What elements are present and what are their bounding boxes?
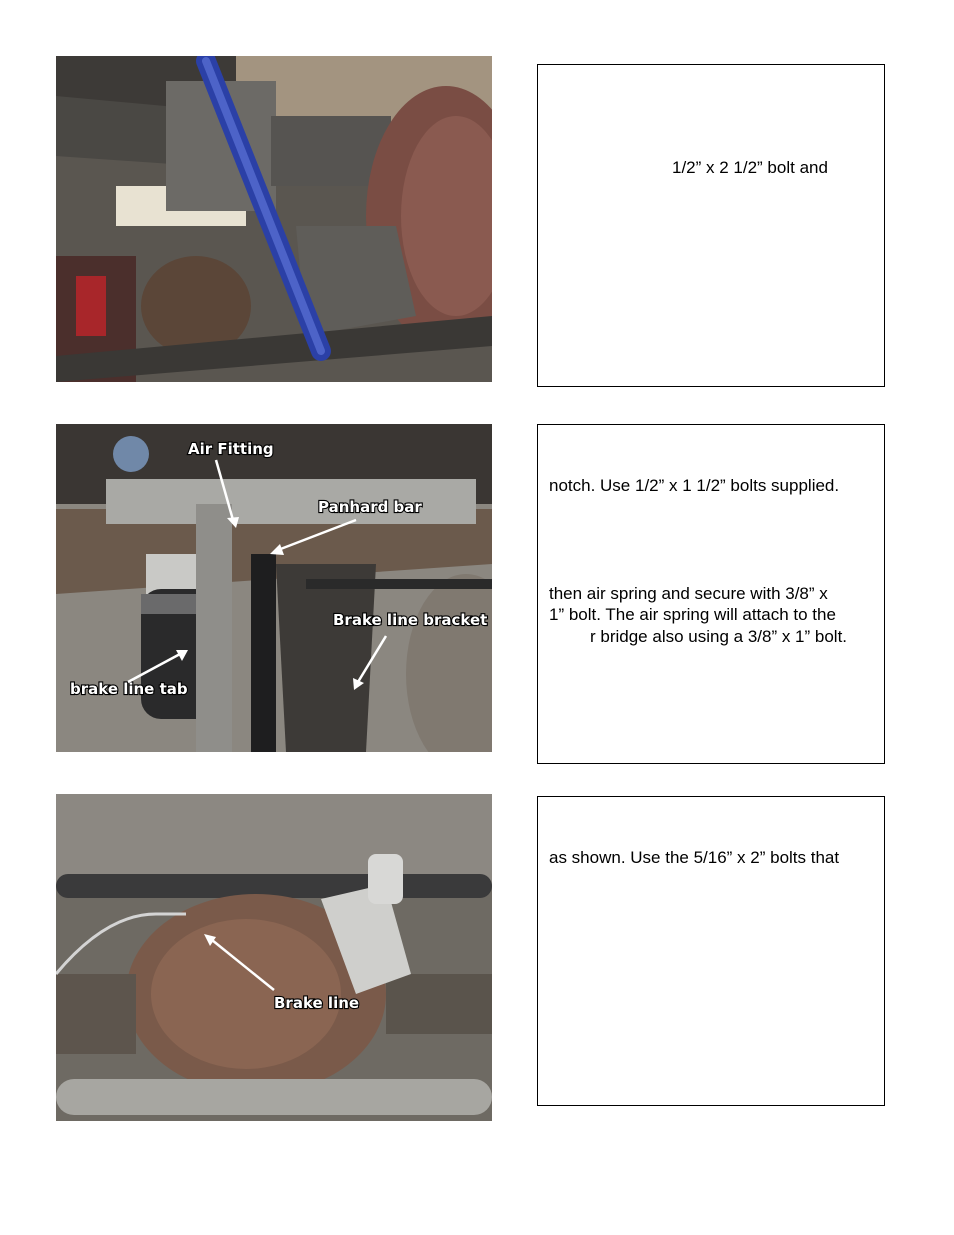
step1-instructions-box: [537, 64, 885, 387]
air-spring-photo-callouts: [56, 424, 492, 752]
arrow-brake-line-bracket: [358, 636, 386, 682]
shock-bracket-photo-image: [56, 56, 492, 382]
photo-differential-brake-line: [56, 794, 492, 1121]
photo-rear-shock-bracket: [56, 56, 492, 382]
label-brake-line-bracket: Brake line bracket: [333, 611, 488, 629]
photo-air-spring-panhard: [56, 424, 492, 752]
arrow-panhard-bar: [278, 520, 356, 550]
arrowhead-air-fitting: [227, 517, 239, 528]
label-air-fitting: Air Fitting: [188, 440, 274, 458]
label-panhard-bar: Panhard bar: [318, 498, 422, 516]
label-brake-line-tab: brake line tab: [70, 680, 188, 698]
step2-text-line-3: 1” bolt. The air spring will attach to the: [549, 605, 836, 624]
arrow-air-fitting: [216, 460, 233, 520]
step2-instructions-box: [537, 424, 885, 764]
arrow-brake-line-tab: [128, 654, 180, 682]
differential-photo-callouts: [56, 794, 492, 1121]
step1-text-line-1: 1/2” x 2 1/2” bolt and: [672, 158, 828, 177]
step2-text-line-1: notch. Use 1/2” x 1 1/2” bolts supplied.: [549, 476, 840, 495]
label-brake-line: Brake line: [274, 994, 360, 1012]
arrowhead-panhard-bar: [270, 544, 284, 555]
step2-text-line-2: then air spring and secure with 3/8” x: [549, 584, 828, 603]
step3-instructions-box: [537, 796, 885, 1106]
step3-text-line-1: as shown. Use the 5/16” x 2” bolts that: [549, 848, 840, 867]
arrow-brake-line: [212, 940, 274, 990]
step2-text-line-4: r bridge also using a 3/8” x 1” bolt.: [590, 627, 848, 646]
arrowhead-brake-line: [204, 934, 216, 946]
